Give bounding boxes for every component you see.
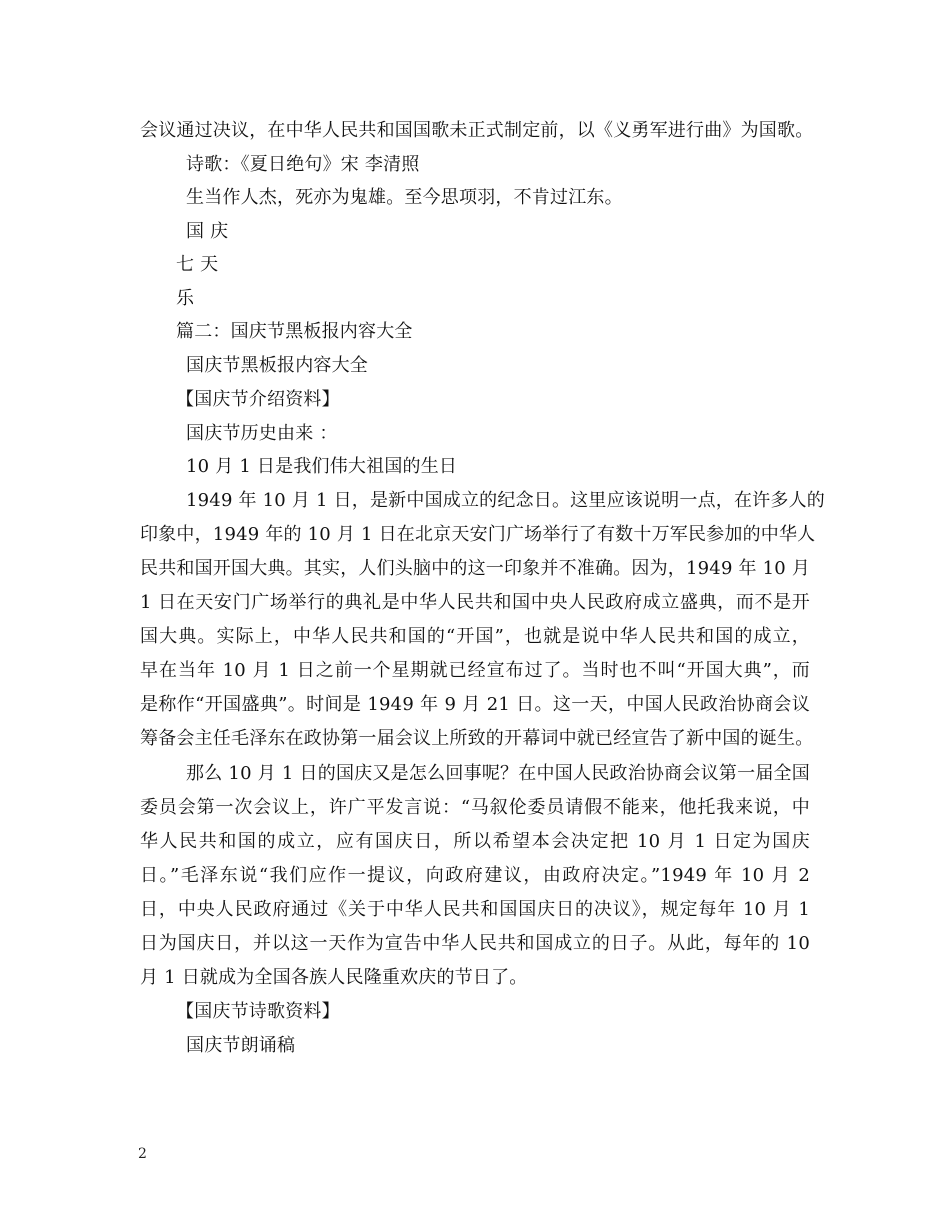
paragraph-line-1: 1949 年 10 月 1 日，是新中国成立的纪念日。这里应该说明一点，在许多人的 [186, 490, 825, 511]
paragraph-two-line-5: 日，中央人民政府通过《关于中华人民共和国国庆日的决议》，规定每年 10 月 1 [140, 899, 810, 920]
paragraph-two-line-3: 华人民共和国的成立，应有国庆日，所以希望本会决定把 10 月 1 日定为国庆 [140, 831, 810, 852]
bracket-heading-introduction: 【国庆节介绍资料】 [176, 389, 340, 410]
paragraph-line-7: 是称作“开国盛典”。时间是 1949 年 9 月 21 日。这一天，中国人民政治协商会议 [140, 694, 810, 715]
short-line-le: 乐 [176, 288, 195, 309]
paragraph-two-line-7: 月 1 日就成为全国各族人民隆重欢庆的节日了。 [140, 967, 528, 988]
paragraph-two-line-6: 日为国庆日，并以这一天作为宣告中华人民共和国成立的日子。从此，每年的 10 [140, 933, 810, 954]
paragraph-line-2: 印象中，1949 年的 10 月 1 日在北京天安门广场举行了有数十万军民参加的中华人 [140, 524, 816, 545]
paragraph-two-line-2: 委员会第一次会议上，许广平发言说：“马叙伦委员请假不能来，他托我来说，中 [140, 797, 810, 818]
paragraph-line-3: 民共和国开国大典。其实，人们头脑中的这一印象并不准确。因为，1949 年 10 月 [140, 558, 811, 579]
paragraph-line-6: 早在当年 10 月 1 日之前一个星期就已经宣布过了。当时也不叫“开国大典”，而 [140, 660, 810, 681]
paragraph-line-8: 筹备会主任毛泽东在政协第一届会议上所致的开幕词中就已经宣告了新中国的诞生。 [140, 728, 814, 749]
paragraph-line-5: 国大典。实际上，中华人民共和国的“开国”，也就是说中华人民共和国的成立， [140, 626, 810, 647]
poem-text-line: 生当作人杰，死亦为鬼雄。至今思项羽，不肯过江东。 [186, 187, 623, 208]
paragraph-two-line-4: 日。”毛泽东说“我们应作一提议，向政府建议，由政府决定。”1949 年 10 月 2 [140, 865, 810, 886]
poem-title-line: 诗歌：《夏日绝句》宋 李清照 [186, 154, 420, 175]
paragraph-two-line-1: 那么 10 月 1 日的国庆又是怎么回事呢？在中国人民政治协商会议第一届全国 [186, 763, 810, 784]
short-line-qitian: 七 天 [176, 254, 219, 275]
page-number: 2 [138, 1146, 147, 1162]
birthday-line: 10 月 1 日是我们伟大祖国的生日 [186, 456, 458, 477]
recitation-heading: 国庆节朗诵稿 [186, 1035, 296, 1056]
text-line-anthem-resolution: 会议通过决议，在中华人民共和国国歌未正式制定前，以《义勇军进行曲》为国歌。 [140, 120, 814, 141]
subheading-blackboard-content: 国庆节黑板报内容大全 [186, 355, 368, 376]
history-origin-heading: 国庆节历史由来 ： [186, 423, 338, 444]
bracket-heading-poetry: 【国庆节诗歌资料】 [176, 1001, 340, 1022]
paragraph-line-4: 1 日在天安门广场举行的典礼是中华人民共和国中央人民政府成立盛典，而不是开 [140, 592, 810, 613]
short-line-guoqing: 国 庆 [186, 221, 229, 242]
section-heading-part-two: 篇二：国庆节黑板报内容大全 [176, 321, 413, 342]
